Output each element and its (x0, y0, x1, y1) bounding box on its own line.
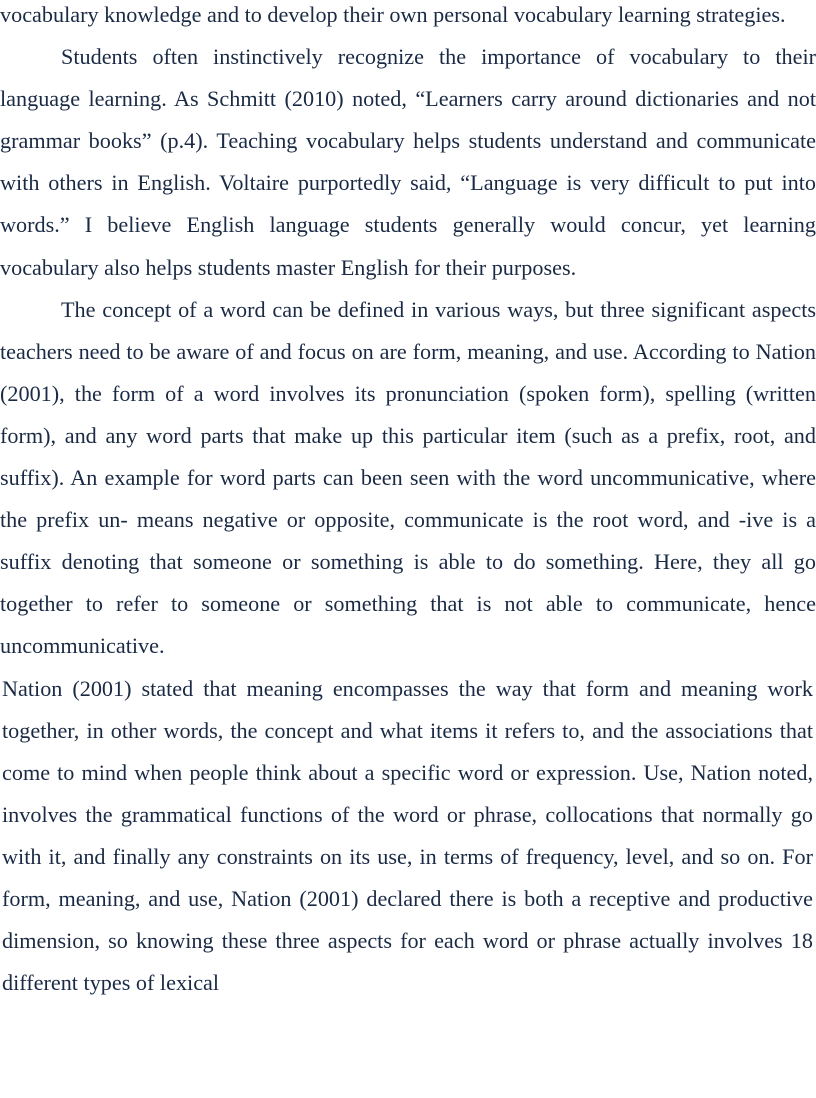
paragraph-word-concept: The concept of a word can be defined in various ways, but three significant aspects teachers need to be aware of and focus on are form, meaning, and use. According to Nation (2001), the form of a word involves its pronunciation (spoken form), spelling (written form), and any word parts that make up this particular item (such as a prefix, root, and suffix). An example for word parts can been seen with the word uncommunicative, where the prefix un- means negative or opposite, communicate is the root word, and -ive is a suffix denoting that someone or something is able to do something. Here, they all go together to refer to someone or something that is not able to communicate, hence uncommunicative. (0, 296, 816, 659)
paragraph-continuation: vocabulary knowledge and to develop their own personal vocabulary learning strategies. (0, 2, 786, 27)
paragraph-vocabulary-importance: Students often instinctively recognize the importance of vocabulary to their language learning. As Schmitt (2010) noted, “Learners carry around dictionaries and not grammar books” (p.4). Teaching vocabulary helps students understand and communicate with others in English. Voltaire purportedly said, “Language is very difficult to put into words.” I believe English language students generally would concur, yet learning vocabulary also helps students master English for their purposes. (0, 44, 816, 280)
paragraph-meaning-and-use: Nation (2001) stated that meaning encompasses the way that form and meaning work together, in other words, the concept and what items it refers to, and the associations that come to mind when people think about a specific word or expression. Use, Nation noted, involves the grammatical functions of the word or phrase, collocations that normally go with it, and finally any constraints on its use, in terms of frequency, level, and so on. For form, meaning, and use, Nation (2001) declared there is both a receptive and productive dimension, so knowing these three aspects for each word or phrase actually involves 18 different types of lexical (2, 675, 813, 996)
